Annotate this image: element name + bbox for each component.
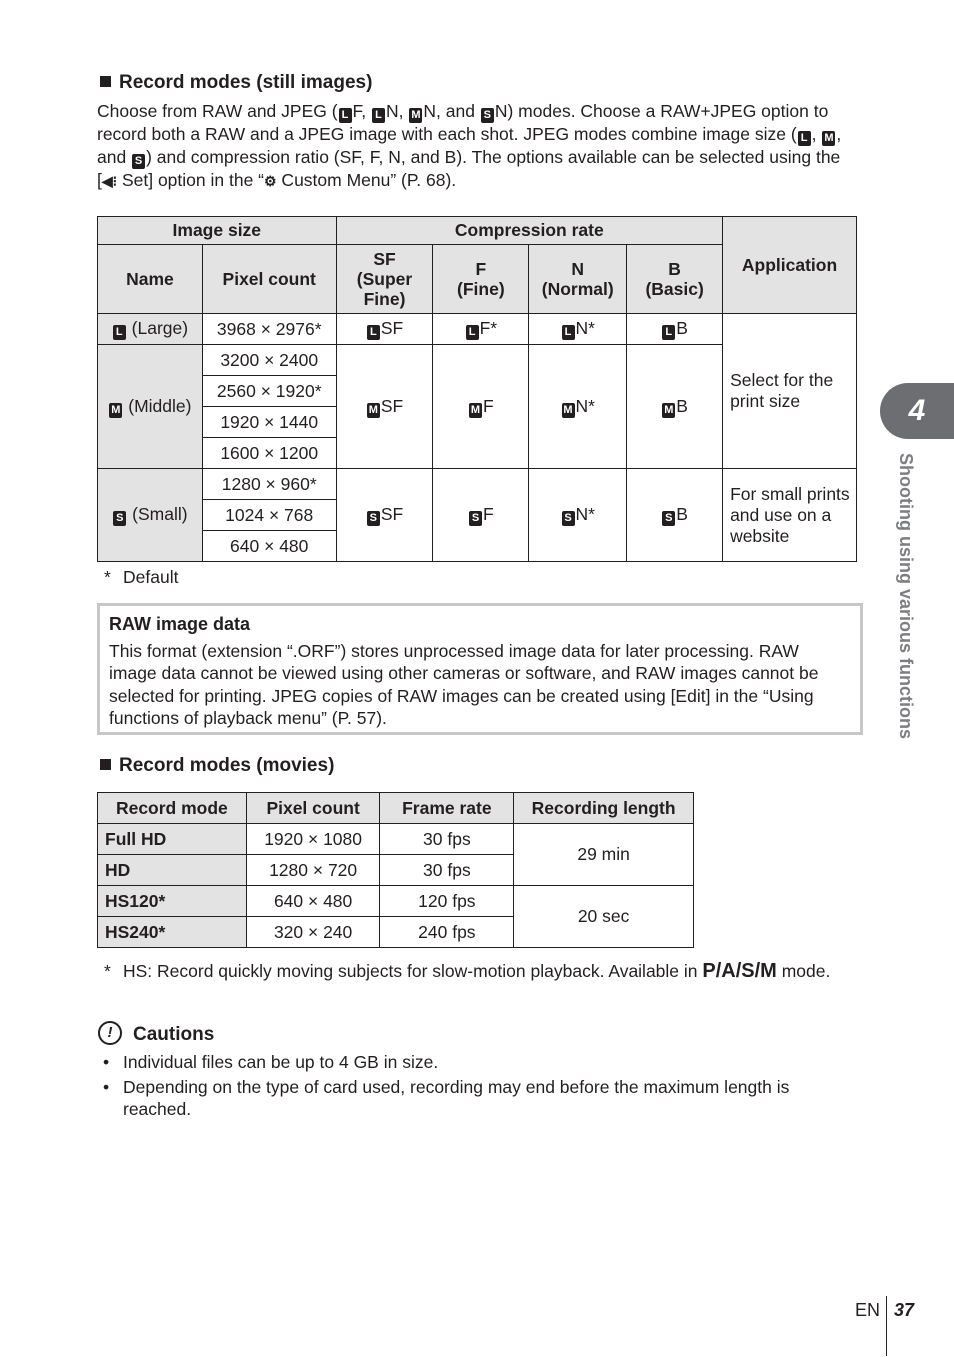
list-item: • Depending on the type of card used, recording may end before the maximum length is reached. — [97, 1076, 837, 1120]
row-name-middle: M (Middle) — [98, 345, 203, 469]
record-mode-cell: HD — [98, 855, 247, 886]
size-m-icon: M — [470, 403, 481, 416]
mode-cell-lf: L F* — [433, 314, 529, 345]
mode-cell-mf: M F — [433, 345, 529, 469]
record-mode-cell: Full HD — [98, 824, 247, 855]
text-run: ) and compression ratio (SF, F, N, and B). The options available can be selected using the [ — [97, 147, 841, 190]
size-m-icon: M — [368, 403, 378, 416]
intro-paragraph — [97, 100, 857, 193]
size-s-icon: S — [113, 511, 126, 526]
frame-rate-cell: 30 fps — [380, 855, 514, 886]
mode-cell-ssf: S SF — [336, 469, 433, 562]
size-l-icon: L — [113, 325, 126, 340]
pixel-count-cell: 640 × 480 — [246, 886, 380, 917]
text-run: Custom Menu” (P. 68). — [276, 170, 457, 190]
pixel-count-cell: 1280 × 960* — [202, 469, 336, 500]
header-compression-rate: Compression rate — [336, 217, 722, 245]
size-l-icon: L — [798, 131, 811, 146]
cautions-list — [97, 1051, 837, 1123]
size-l-icon: L — [662, 325, 675, 340]
text-run: N, — [386, 101, 409, 121]
hs-footnote: * HS: Record quickly moving subjects for slow-motion playback. Available in P/A/S/M mode. — [104, 960, 831, 982]
size-l-icon: L — [339, 108, 352, 123]
size-m-icon: M — [664, 403, 674, 416]
size-s-icon: S — [469, 511, 482, 526]
movie-modes-table — [97, 792, 694, 948]
footer-divider — [886, 1296, 887, 1356]
header-pixel-count: Pixel count — [202, 245, 336, 314]
header-f: F (Fine) — [433, 245, 529, 314]
mode-cell-sn: S N* — [529, 469, 627, 562]
text-run: F, — [352, 101, 372, 121]
default-footnote: * Default — [104, 567, 179, 587]
mode-cell-mb: M B — [627, 345, 723, 469]
record-mode-cell: HS240* — [98, 917, 247, 948]
header-pixel-count: Pixel count — [246, 793, 380, 824]
square-bullet-icon — [100, 76, 111, 87]
header-recording-length: Recording length — [514, 793, 694, 824]
page-number: 37 — [894, 1300, 915, 1320]
pixel-count-cell: 1280 × 720 — [246, 855, 380, 886]
mode-cell-msf: M SF — [336, 345, 433, 469]
raw-box-text: This format (extension “.ORF”) stores unprocessed image data for later processing. RAW image data cannot be viewed using other cameras or software, and RAW images cannot be selected for printing. JPEG copies of RAW images can be created using [Edit] in the “Using functions of playback menu” (P. 57). — [109, 641, 819, 728]
pixel-count-cell: 1600 × 1200 — [202, 438, 336, 469]
record-mode-cell: HS120* — [98, 886, 247, 917]
size-s-icon: S — [367, 511, 380, 526]
pixel-count-cell: 3968 × 2976* — [202, 314, 336, 345]
mode-cell-mn: M N* — [529, 345, 627, 469]
header-n: N (Normal) — [529, 245, 627, 314]
header-application: Application — [723, 217, 857, 314]
row-name-large: L (Large) — [98, 314, 203, 345]
pixel-count-cell: 1024 × 768 — [202, 500, 336, 531]
header-sf: SF (Super Fine) — [336, 245, 433, 314]
still-modes-table — [97, 216, 857, 562]
header-frame-rate: Frame rate — [380, 793, 514, 824]
pixel-count-cell: 640 × 480 — [202, 531, 336, 562]
raw-info-box — [97, 603, 863, 735]
text-run: N, and — [423, 101, 480, 121]
size-m-icon: M — [563, 403, 573, 416]
chapter-tab: 4 — [880, 383, 954, 439]
text-run: Choose from RAW and JPEG ( — [97, 101, 338, 121]
size-l-icon: L — [562, 325, 575, 340]
caution-icon: ! — [98, 1021, 122, 1045]
image-quality-icon: ◀⁝ — [101, 173, 118, 189]
header-image-size: Image size — [98, 217, 337, 245]
pixel-count-cell: 1920 × 1080 — [246, 824, 380, 855]
size-s-icon: S — [562, 511, 575, 526]
size-l-icon: L — [466, 325, 479, 340]
mode-cell-lb: L B — [627, 314, 723, 345]
section-heading-still: Record modes (still images) — [100, 72, 372, 94]
frame-rate-cell: 120 fps — [380, 886, 514, 917]
mode-cell-lsf: L SF — [336, 314, 433, 345]
mode-cell-sb: S B — [627, 469, 723, 562]
row-name-small: S (Small) — [98, 469, 203, 562]
recording-length-cell: 20 sec — [514, 886, 694, 948]
mode-cell-ln: L N* — [529, 314, 627, 345]
size-s-icon: S — [132, 154, 145, 169]
pixel-count-cell: 1920 × 1440 — [202, 407, 336, 438]
header-record-mode: Record mode — [98, 793, 247, 824]
header-name: Name — [98, 245, 203, 314]
custom-menu-icon: ⚙ — [264, 173, 277, 189]
text-run: , — [811, 124, 822, 144]
chapter-side-label: Shooting using various functions — [896, 453, 916, 739]
size-s-icon: S — [662, 511, 675, 526]
raw-box-title: RAW image data — [109, 614, 251, 634]
pixel-count-cell: 2560 × 1920* — [202, 376, 336, 407]
list-item: • Individual files can be up to 4 GB in size. — [97, 1051, 837, 1073]
size-s-icon: S — [481, 108, 494, 123]
text-run: , and — [97, 124, 842, 167]
application-small-prints: For small prints and use on a website — [723, 469, 857, 562]
text-run: N) modes. Choose a RAW+JPEG option to record both a RAW and a JPEG image with each shot. JPEG modes combine image size ( — [97, 101, 829, 144]
size-l-icon: L — [372, 108, 385, 123]
recording-length-cell: 29 min — [514, 824, 694, 886]
square-bullet-icon — [100, 759, 111, 770]
shooting-modes-label: P/A/S/M — [702, 960, 777, 982]
frame-rate-cell: 240 fps — [380, 917, 514, 948]
section-heading-movies: Record modes (movies) — [100, 755, 334, 777]
cautions-title: Cautions — [133, 1024, 215, 1045]
pixel-count-cell: 3200 × 2400 — [202, 345, 336, 376]
application-print-size: Select for the print size — [723, 314, 857, 469]
size-m-icon: M — [111, 403, 121, 416]
size-m-icon: M — [411, 109, 421, 121]
header-b: B (Basic) — [627, 245, 723, 314]
size-m-icon: M — [824, 132, 834, 144]
footer-lang: EN — [855, 1300, 881, 1320]
mode-cell-sf: S F — [433, 469, 529, 562]
size-l-icon: L — [367, 325, 380, 340]
text-run: Set] option in the “ — [117, 170, 264, 190]
pixel-count-cell: 320 × 240 — [246, 917, 380, 948]
frame-rate-cell: 30 fps — [380, 824, 514, 855]
